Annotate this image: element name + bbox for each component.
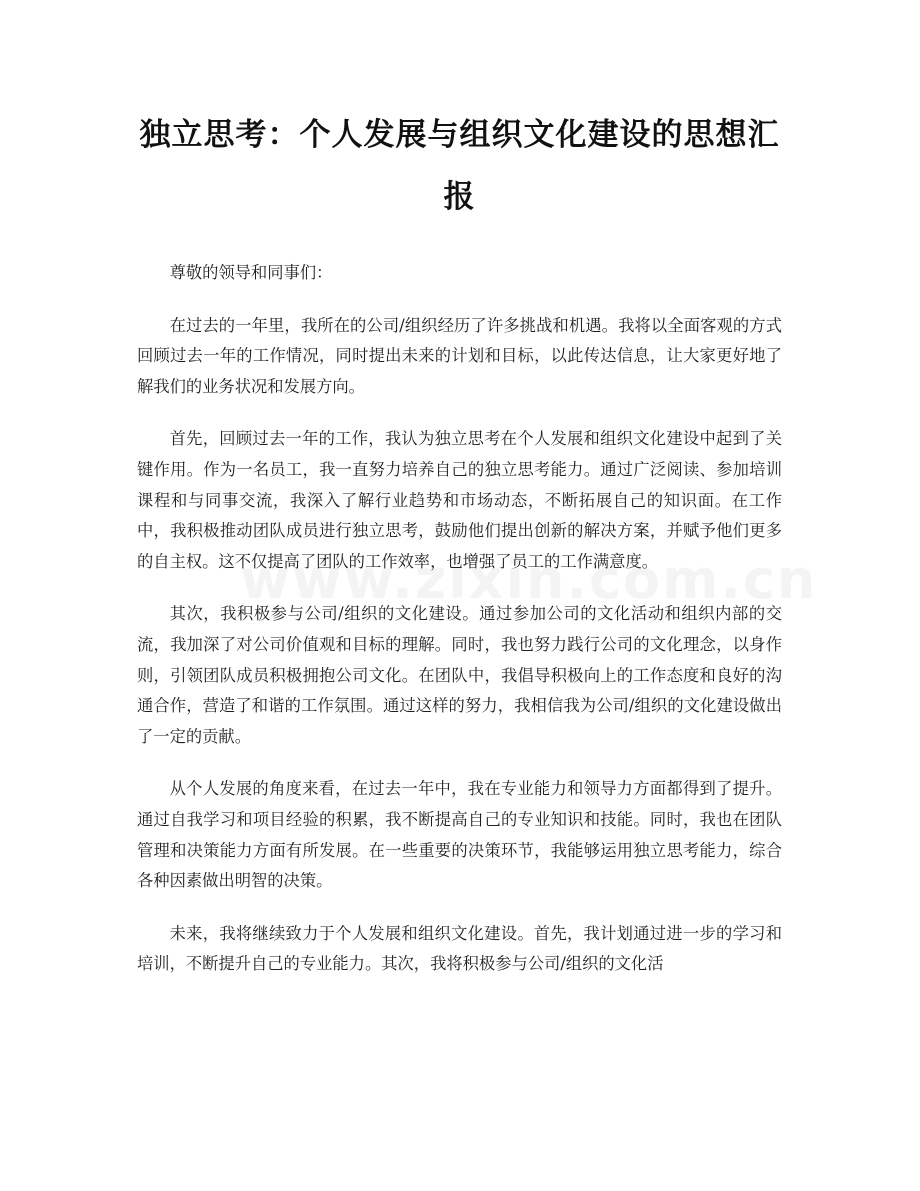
paragraph-3: 其次，我积极参与公司/组织的文化建设。通过参加公司的文化活动和组织内部的交流，我加深了对公司价值观和目标的理解。同时，我也努力践行公司的文化理念，以身作则，引领团队成员积极拥抱公司文化。在团队中，我倡导积极向上的工作态度和良好的沟通合作，营造了和谐的工作氛围。通过这样的努力，我相信我为公司/组织的文化建设做出了一定的贡献。 <box>137 604 782 746</box>
paragraph-2: 首先，回顾过去一年的工作，我认为独立思考在个人发展和组织文化建设中起到了关键作用。作为一名员工，我一直努力培养自己的独立思考能力。通过广泛阅读、参加培训课程和与同事交流，我深入了解行业趋势和市场动态，不断拓展自己的知识面。在工作中，我积极推动团队成员进行独立思考，鼓励他们提出创新的解决方案，并赋予他们更多的自主权。这不仅提高了团队的工作效率，也增强了员工的工作满意度。 <box>137 429 782 571</box>
paragraph-4: 从个人发展的角度来看，在过去一年中，我在专业能力和领导力方面都得到了提升。通过自我学习和项目经验的积累，我不断提高自己的专业知识和技能。同时，我也在团队管理和决策能力方面有所发展。在一些重要的决策环节，我能够运用独立思考能力，综合各种因素做出明智的决策。 <box>137 779 782 891</box>
paragraph-5: 未来，我将继续致力于个人发展和组织文化建设。首先，我计划通过进一步的学习和培训，不断提升自己的专业能力。其次，我将积极参与公司/组织的文化活 <box>137 923 782 974</box>
document-title: 独立思考：个人发展与组织文化建设的思想汇报 <box>139 117 780 215</box>
greeting: 尊敬的领导和同事们： <box>169 263 333 282</box>
document-body <box>137 258 782 980</box>
paragraph-1: 在过去的一年里，我所在的公司/组织经历了许多挑战和机遇。我将以全面客观的方式回顾过去一年的工作情况，同时提出未来的计划和目标，以此传达信息，让大家更好地了解我们的业务状况和发展方向。 <box>137 315 782 396</box>
